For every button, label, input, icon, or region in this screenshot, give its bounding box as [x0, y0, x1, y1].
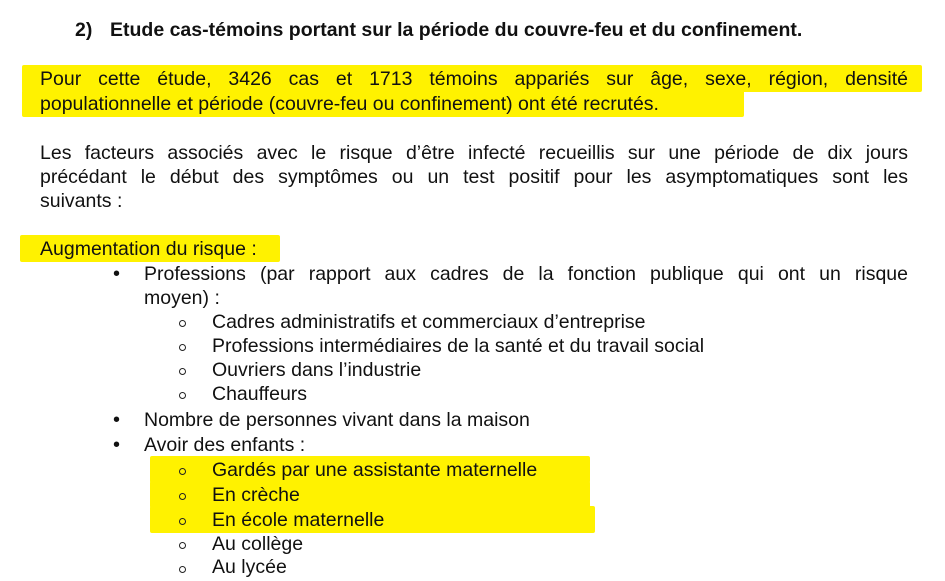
- sub-bullet-circle: [179, 493, 186, 500]
- sub-bullet-circle: [179, 368, 186, 375]
- intro-line-2: populationnelle et période (couvre-feu ou confinement) ont été recrutés.: [40, 93, 659, 115]
- children-item-4: Au collège: [212, 533, 304, 555]
- sub-bullet-circle: [179, 566, 186, 573]
- children-item-2: En crèche: [212, 484, 300, 506]
- sub-bullet-circle: [179, 344, 186, 351]
- factors-line-2: précédant le début des symptômes ou un test positif pour les asymptomatiques sont les: [40, 166, 908, 188]
- professions-line-2: moyen) :: [144, 287, 220, 309]
- professions-item-2: Professions intermédiaires de la santé et du travail social: [212, 335, 705, 357]
- professions-item-3: Ouvriers dans l’industrie: [212, 359, 422, 381]
- professions-item-1: Cadres administratifs et commerciaux d’entreprise: [212, 311, 646, 333]
- sub-bullet-circle: [179, 468, 186, 475]
- intro-line-1: Pour cette étude, 3426 cas et 1713 témoins appariés sur âge, sexe, région, densité: [40, 68, 908, 90]
- factors-line-3: suivants :: [40, 190, 123, 212]
- section-number: 2): [75, 19, 93, 41]
- factors-line-1: Les facteurs associés avec le risque d’être infecté recueillis sur une période de dix jours: [40, 142, 908, 164]
- sub-bullet-circle: [179, 518, 186, 525]
- children-item-1: Gardés par une assistante maternelle: [212, 459, 538, 481]
- professions-line-1: Professions (par rapport aux cadres de la fonction publique qui ont un risque: [144, 263, 908, 285]
- bullet-dot-children: •: [113, 434, 121, 456]
- children-item-3: En école maternelle: [212, 509, 385, 531]
- sub-bullet-circle: [179, 542, 186, 549]
- increase-risk-label: Augmentation du risque :: [40, 238, 257, 260]
- sub-bullet-circle: [179, 320, 186, 327]
- professions-item-4: Chauffeurs: [212, 383, 308, 405]
- bullet-dot-household: •: [113, 409, 121, 431]
- children-item-5: Au lycée: [212, 556, 287, 578]
- household-item: Nombre de personnes vivant dans la maison: [144, 409, 530, 431]
- sub-bullet-circle: [179, 392, 186, 399]
- children-item: Avoir des enfants :: [144, 434, 306, 456]
- bullet-dot-professions: •: [113, 263, 121, 285]
- section-heading: Etude cas-témoins portant sur la période du couvre-feu et du confinement.: [110, 19, 803, 41]
